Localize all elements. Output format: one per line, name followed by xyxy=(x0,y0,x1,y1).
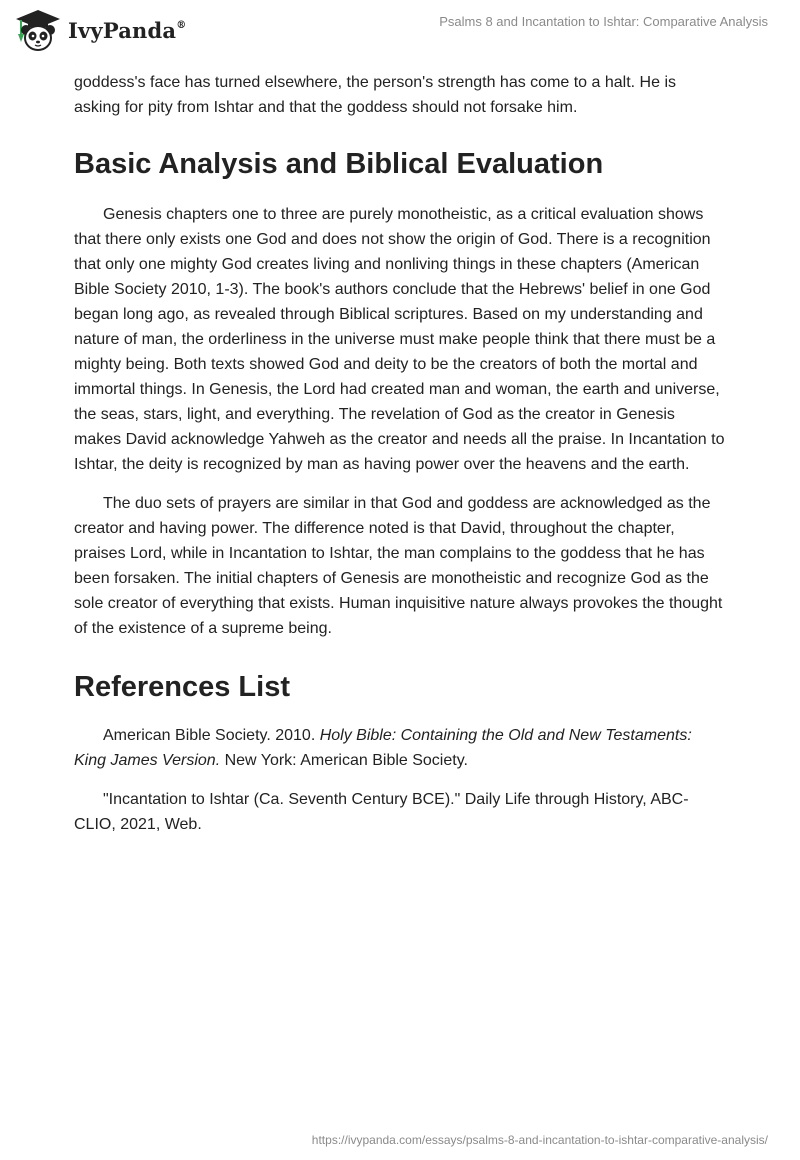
reference-entry: American Bible Society. 2010. Holy Bible: Containing the Old and New Testaments: King James Version. New York: American Bible Society. xyxy=(74,727,692,769)
footer-url-link[interactable]: https://ivypanda.com/essays/psalms-8-and-incantation-to-ishtar-comparative-analysis/ xyxy=(311,1133,768,1147)
section-heading: Basic Analysis and Biblical Evaluation xyxy=(74,148,604,180)
panda-graduate-icon xyxy=(14,8,62,52)
body-paragraph: The duo sets of prayers are similar in that God and goddess are acknowledged as the creator and having power. The difference noted is that David, throughout the chapter, praises Lord, while in Incantation to Ishtar, the man complains to the goddess that he has been forsaken. The initial chapters of Genesis are monotheistic and recognize God as the sole creator of everything that exists. Human inquisitive nature always provokes the thought of the existence of a supreme being. xyxy=(74,495,723,637)
page-header xyxy=(0,0,800,62)
essay-content xyxy=(74,70,726,851)
ivypanda-logo[interactable] xyxy=(14,8,186,52)
body-paragraph: Genesis chapters one to three are purely monotheistic, as a critical evaluation shows that there only exists one God and does not show the origin of God. There is a recognition that only one mighty God creates living and nonliving things in these chapters (American Bible Society 2010, 1-3). The book's authors conclude that the Hebrews' belief in one God began long ago, as revealed through Biblical scriptures. Based on my understanding and nature of man, the orderliness in the universe must make people think that there must be a mighty being. Both texts showed God and deity to be the creators of both the mortal and immortal things. In Genesis, the Lord had created man and woman, the earth and universe, the seas, stars, light, and everything. The revelation of God as the creator in Genesis makes David acknowledge Yahweh as the creator and needs all the praise. In Incantation to Ishtar, the deity is recognized by man as having power over the heavens and the earth. xyxy=(74,206,725,473)
logo-text: IvyPanda® xyxy=(68,17,187,43)
intro-paragraph: goddess's face has turned elsewhere, the person's strength has come to a halt. He is asking for pity from Ishtar and that the goddess should not forsake him. xyxy=(74,74,677,116)
references-heading: References List xyxy=(74,671,290,703)
reference-entry: "Incantation to Ishtar (Ca. Seventh Century BCE)." Daily Life through History, ABC-CLIO, 2021, Web. xyxy=(74,791,689,833)
document-title: Psalms 8 and Incantation to Ishtar: Comparative Analysis xyxy=(439,14,768,29)
